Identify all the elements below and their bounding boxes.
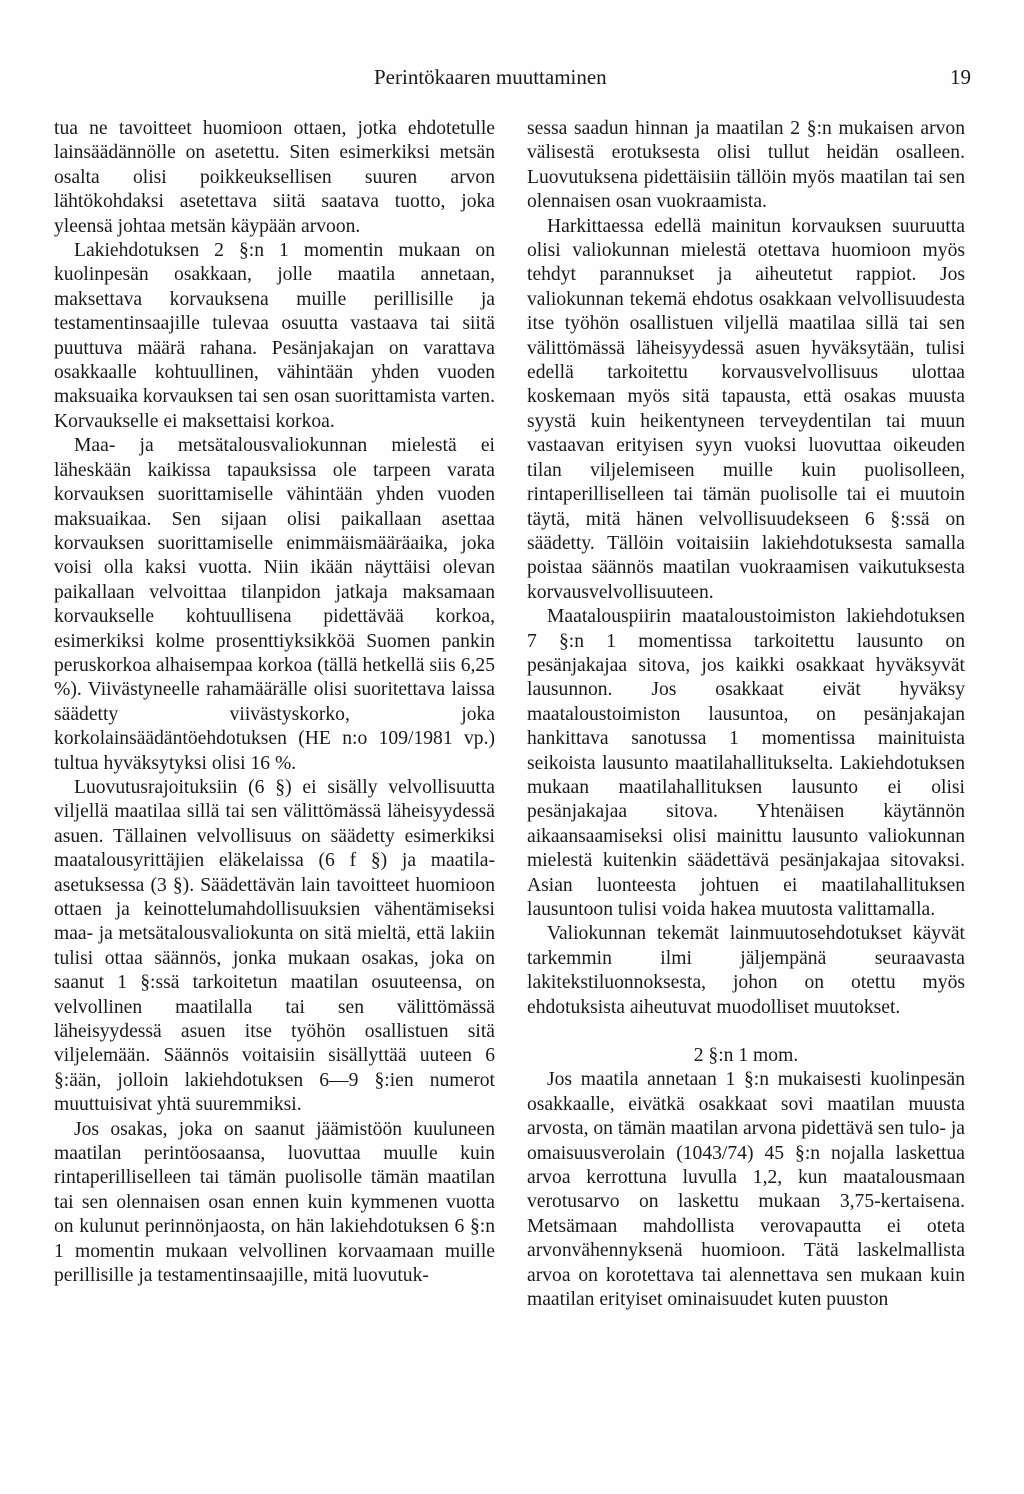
paragraph: tua ne tavoitteet huomioon ottaen, jotka ehdotetulle lainsäädännölle on asetettu. Siten esimerkiksi metsän osalta olisi poikkeuksellisen suuren arvon lähtökohdaksi asetettava siitä saatava tuotto, joka yleensä johtaa metsän käypään arvoon. (54, 118, 495, 237)
paragraph: sessa saadun hinnan ja maatilan 2 §:n mukaisen arvon välisestä erotuksesta olisi tullut heidän osalleen. Luovutuksena pidettäisiin tällöin myös maatilan tai sen olennaisen osan vuokraamista. (527, 118, 965, 213)
paragraph: Harkittaessa edellä mainitun korvauksen suuruutta olisi valiokunnan mielestä otettava huomioon myös tehdyt parannukset ja aiheutetut rappiot. Jos valiokunnan tekemä ehdotus osakkaan velvollisuudesta itse työhön osallistuen viljellä maatilaa sillä tai sen välittömässä läheisyydessä asuen hyväksytään, tulisi edellä tarkoitettu korvausvelvollisuus ulottaa koskemaan myös sitä tapausta, että osakas muusta syystä kuin heikentyneen terveydentilan tai muun vastaavan erityisen syyn vuoksi luovuttaa oikeuden tilan viljelemiseen muille kuin puolisolleen, rintaperilliselleen tai tämän puolisolle tai ei muutoin täytä, mitä hänen velvollisuudekseen 6 §:ssä on säädetty. Tällöin voitaisiin lakiehdotuksesta samalla poistaa säännös maatilan vuokraamisen vaikutuksesta korvausvelvollisuuteen. (527, 215, 965, 603)
paragraph: Luovutusrajoituksiin (6 §) ei sisälly velvollisuutta viljellä maatilaa sillä tai sen välittömässä läheisyydessä asuen. Tällainen velvollisuus on säädetty esimerkiksi maatalousyrittäjien eläkelaissa (6 f §) ja maatila-asetuksessa (3 §). Säädettävän lain tavoitteet huomioon ottaen ja keinottelumahdollisuuksien vähentämiseksi maa- ja metsätalousvaliokunta on sitä mieltä, että lakiin tulisi ottaa säännös, jonka mukaan osakas, joka on saanut 1 §:ssä tarkoitetun maatilan osuuteensa, on velvollinen maatilalla tai sen välittömässä läheisyydessä asuen itse työhön osallistuen sitä viljelemään. Säännös voitaisiin sisällyttää uuteen 6 §:ään, jolloin lakiehdotuksen 6—9 §:ien numerot muuttuisivat yhtä suuremmiksi. (54, 776, 495, 1116)
page-number: 19 (950, 65, 971, 89)
paragraph: Maa- ja metsätalousvaliokunnan mielestä ei läheskään kaikissa tapauksissa ole tarpeen varata korvauksen suorittamiselle vähintään yhden vuoden maksuaikaa. Sen sijaan olisi paikallaan asettaa korvauksen suorittamiselle enimmäismääräaika, joka voisi olla kaksi vuotta. Niin ikään näyttäisi olevan paikallaan velvoittaa tilanpidon jatkaja maksamaan korvaukselle kohtuullisena pidettävää korkoa, esimerkiksi kolme prosenttiyksikköä Suomen pankin peruskorkoa alhaisempaa korkoa (tällä hetkellä siis 6,25 %). Viivästyneelle rahamäärälle olisi suoritettava laissa säädetty viivästyskorko, joka korkolainsäädäntöehdotuksen (HE n:o 109/1981 vp.) tultua hyväksytyksi olisi 16 %. (54, 435, 495, 774)
paragraph: Valiokunnan tekemät lainmuutosehdotukset käyvät tarkemmin ilmi jäljempänä seuraavasta lakitekstiluonnoksesta, johon on otettu myös ehdotuksista aiheutuvat muodolliset muutokset. (527, 923, 965, 1018)
paragraph: Maatalouspiirin maataloustoimiston lakiehdotuksen 7 §:n 1 momentissa tarkoitettu lausunto on pesänjakajaa sitova, jos kaikki osakkaat hyväksyvät lausunnon. Jos osakkaat eivät hyväksy maataloustoimiston lausuntoa, on pesänjakajan hankittava sanotussa 1 momentissa mainituista seikoista lausunto maatilahallitukselta. Lakiehdotuksen mukaan maatilahallituksen lausunto ei olisi pesänjakajaa sitova. Yhtenäisen käytännön aikaansaamiseksi olisi mainittu lausunto valiokunnan mielestä kuitenkin säädettävä pesänjakajaa sitovaksi. Asian luonteesta johtuen ei maatilahallituksen lausuntoon tulisi voida hakea muutosta valittamalla. (527, 606, 965, 920)
running-header (0, 62, 1024, 92)
paragraph: Lakiehdotuksen 2 §:n 1 momentin mukaan on kuolinpesän osakkaan, jolle maatila annetaan, maksettava korvauksena muille perillisille ja testamentinsaajille tulevaa osuutta vastaava tai siitä puuttuva määrä rahana. Pesänjakajan on varattava osakkaalle kohtuullinen, vähintään yhden vuoden maksuaika korvauksen tai sen osan suorittamista varten. Korvaukselle ei maksettaisi korkoa. (54, 240, 495, 432)
right-column (527, 117, 965, 1313)
running-title: Perintökaaren muuttaminen (374, 65, 607, 89)
left-column (54, 117, 495, 1289)
paragraph: Jos maatila annetaan 1 §:n mukaisesti kuolinpesän osakkaalle, eivätkä osakkaat sovi maatilan muusta arvosta, on tämän maatilan arvona pidettävä sen tulo- ja omaisuusverolain (1043/74) 45 §:n nojalla laskettua arvoa kerrottuna luvulla 1,2, kun maatalousmaan verotusarvo on laskettu mukaan 3,75-kertaisena. Metsämaan mahdollista verovapautta ei oteta arvonvähennyksenä huomioon. Tätä laskelmallista arvoa on korotettava tai alennettava sen mukaan kuin maatilan erityiset ominaisuudet kuten puuston (527, 1069, 965, 1311)
paragraph: Jos osakas, joka on saanut jäämistöön kuuluneen maatilan perintöosaansa, luovuttaa muulle kuin rintaperilliselleen tai tämän puolisolle tämän maatilan tai sen olennaisen osan ennen kuin kymmenen vuotta on kulunut perinnönjaosta, on hän lakiehdotuksen 6 §:n 1 momentin mukaan velvollinen korvaamaan muille perillisille ja testamentinsaajille, mitä luovutuk- (54, 1118, 495, 1287)
section-heading: 2 §:n 1 mom. (693, 1045, 799, 1067)
